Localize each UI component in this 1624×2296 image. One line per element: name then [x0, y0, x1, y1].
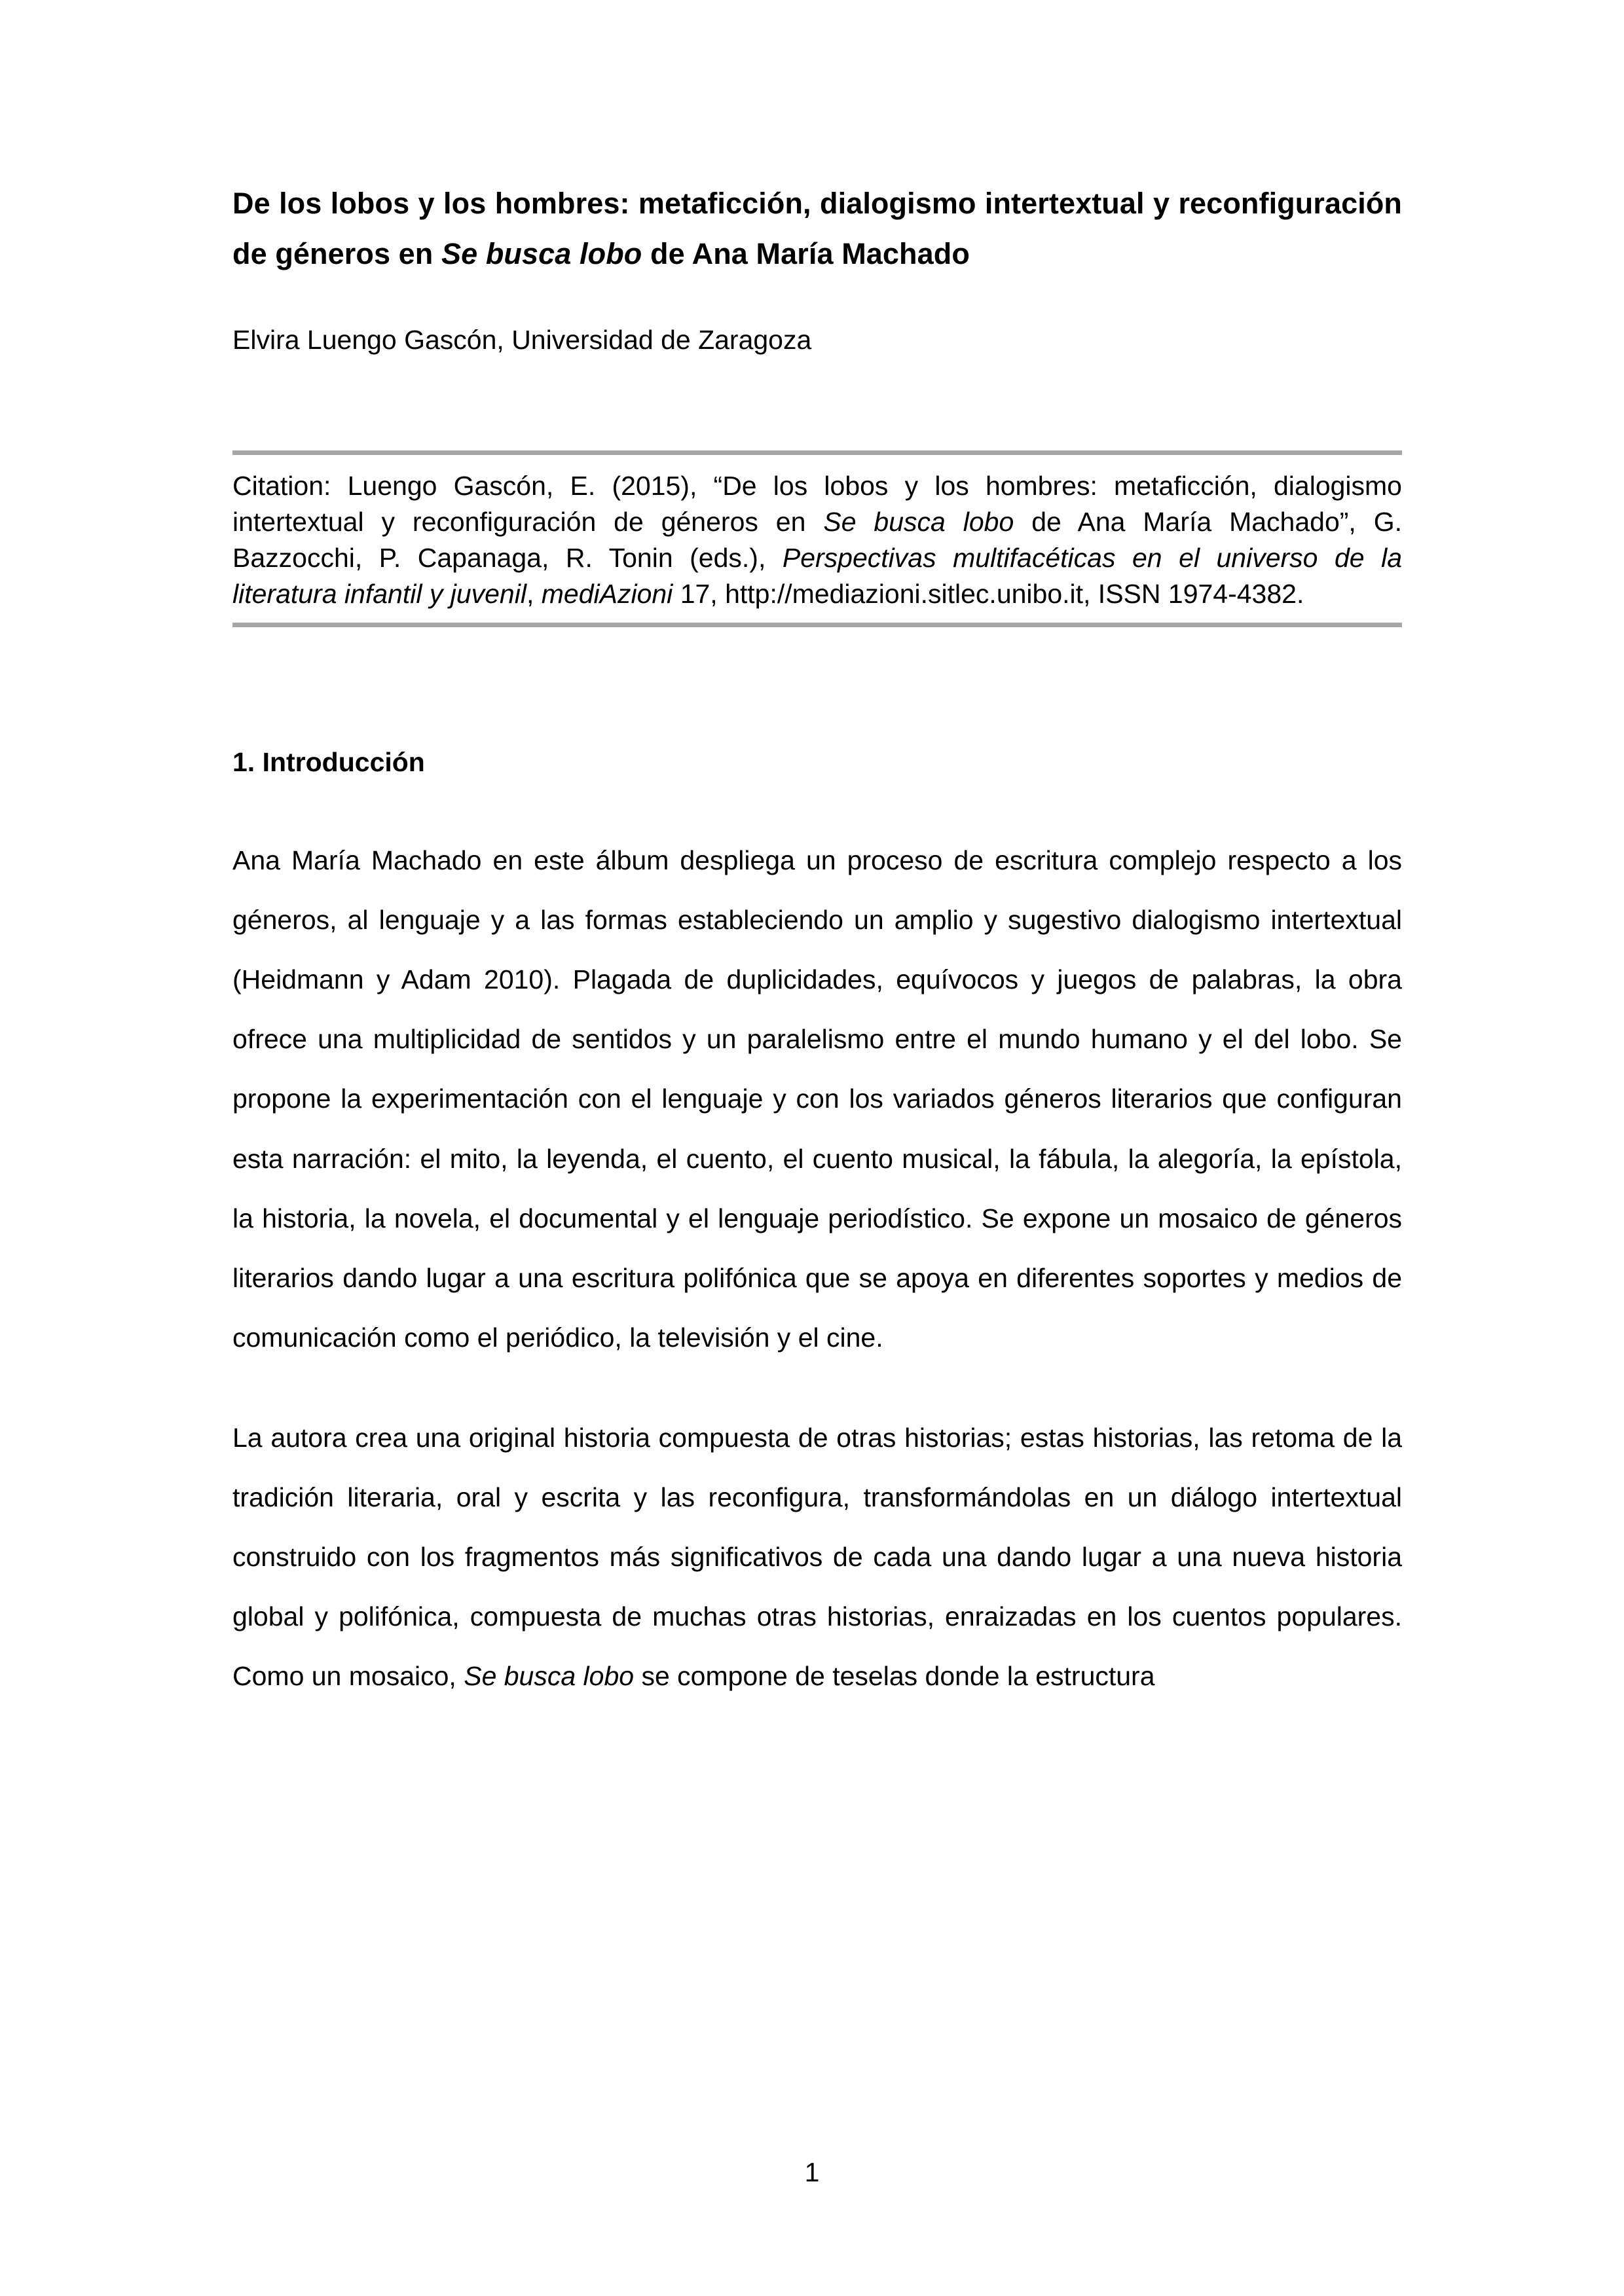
- citation-seg3: ,: [526, 579, 542, 610]
- citation-block: [232, 360, 1402, 627]
- citation-text: [232, 455, 1402, 623]
- page-title-part2: de Ana María Machado: [642, 237, 970, 271]
- body-paragraph-2-seg1: La autora crea una original historia compuesta de otras historias; estas historias, las retoma de la tradición literaria, oral y escrita y las reconfigura, transformándolas en un diálogo intertextual construido con los fragmentos más significativos de cada una dando lugar a una nueva historia global y polifónica, compuesta de muchas otras historias, enraizadas en los cuentos populares. Como un mosaico,: [232, 1422, 1402, 1691]
- page-content: [232, 0, 1402, 1706]
- body-paragraph-2: [232, 1368, 1402, 1706]
- page-title: [232, 0, 1402, 280]
- page-title-work-italic: Se busca lobo: [441, 237, 642, 271]
- page-title-part1: De los lobos y los hombres: metaficción, dialogismo intertextual y reconfiguración de géneros en: [232, 187, 1402, 271]
- citation-seg1: Citation: Luengo Gascón, E. (2015), “De los lobos y los hombres: metaficción, dialogismo intertextual y reconfiguración de géneros en: [232, 471, 1402, 538]
- body-paragraph-1-text: Ana María Machado en este álbum despliega un proceso de escritura complejo respecto a los géneros, al lenguaje y a las formas estableciendo un amplio y sugestivo dialogismo intertextual (Heidmann y Adam 2010). Plagada de duplicidades, equívocos y juegos de palabras, la obra ofrece una multiplicidad de sentidos y un paralelismo entre el mundo humano y el del lobo. Se propone la experimentación con el lenguaje y con los variados géneros literarios que configuran esta narración: el mito, la leyenda, el cuento, el cuento musical, la fábula, la alegoría, la epístola, la historia, la novela, el documental y el lenguaje periodístico. Se expone un mosaico de géneros literarios dando lugar a una escritura polifónica que se apoya en diferentes soportes y medios de comunicación como el periódico, la televisión y el cine.: [232, 845, 1402, 1353]
- citation-journal-italic: mediAzioni: [541, 579, 673, 610]
- page-number: 1: [804, 2157, 820, 2187]
- section-heading-introduccion: 1. Introducción: [232, 747, 425, 778]
- citation-seg4: 17, http://mediazioni.sitlec.unibo.it, ISSN 1974-4382.: [673, 579, 1304, 610]
- body-paragraph-2-seg2: se compone de teselas donde la estructura: [634, 1660, 1155, 1691]
- citation-rule-top: [232, 450, 1402, 455]
- citation-book-italic: Perspectivas multifacéticas en el universo de la literatura infantil y juvenil: [232, 543, 1402, 610]
- citation-seg2: de Ana María Machado”, G. Bazzocchi, P. Capanaga, R. Tonin (eds.),: [232, 507, 1403, 574]
- citation-work-italic: Se busca lobo: [823, 507, 1014, 538]
- author-affiliation-line: Elvira Luengo Gascón, Universidad de Zaragoza: [232, 324, 812, 355]
- body-paragraph-1: [232, 781, 1402, 1367]
- body-paragraph-2-work-italic: Se busca lobo: [464, 1660, 635, 1691]
- citation-rule-bottom: [232, 623, 1402, 627]
